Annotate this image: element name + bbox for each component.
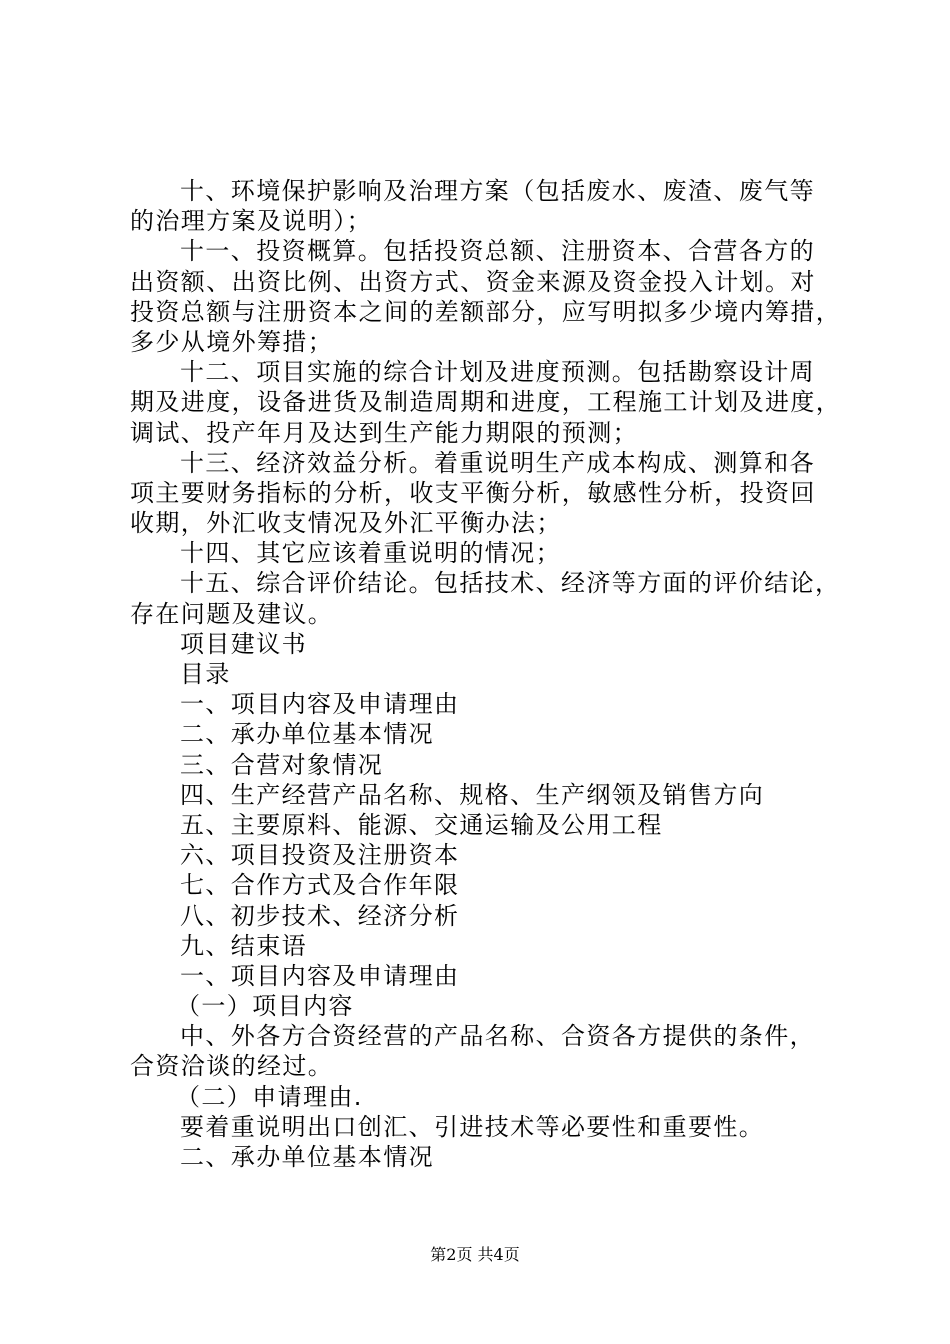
subsection-heading: （一）项目内容 bbox=[176, 992, 354, 1021]
text-line: 多少从境外筹措； bbox=[130, 327, 334, 356]
toc-item: 七、合作方式及合作年限 bbox=[180, 871, 460, 900]
text-line: 十三、经济效益分析。着重说明生产成本构成、测算和各 bbox=[180, 448, 815, 477]
text-line: 投资总额与注册资本之间的差额部分，应写明拟多少境内筹措， bbox=[130, 297, 842, 326]
text-line: 收期，外汇收支情况及外汇平衡办法； bbox=[130, 509, 562, 538]
toc-item: 二、承办单位基本情况 bbox=[180, 720, 434, 749]
text-line: 的治理方案及说明）； bbox=[130, 207, 372, 236]
text-line: 项主要财务指标的分析，收支平衡分析，敏感性分析，投资回 bbox=[130, 478, 816, 507]
toc-heading: 目录 bbox=[180, 660, 231, 688]
text-line: 出资额、出资比例、出资方式、资金来源及资金投入计划。对 bbox=[130, 267, 816, 296]
text-line: 十五、综合评价结论。包括技术、经济等方面的评价结论， bbox=[180, 569, 841, 598]
toc-item: 三、合营对象情况 bbox=[180, 750, 384, 779]
toc-item: 八、初步技术、经济分析 bbox=[180, 901, 460, 930]
text-line: 存在问题及建议。 bbox=[130, 599, 334, 628]
page-footer: 第2页 共4页 bbox=[430, 1245, 520, 1264]
text-line: 中、外各方合资经营的产品名称、合资各方提供的条件， bbox=[180, 1022, 815, 1051]
toc-item: 五、主要原料、能源、交通运输及公用工程 bbox=[180, 810, 663, 839]
toc-item: 四、生产经营产品名称、规格、生产纲领及销售方向 bbox=[180, 780, 765, 809]
section-heading: 二、承办单位基本情况 bbox=[180, 1143, 434, 1171]
section-heading: 一、项目内容及申请理由 bbox=[180, 961, 460, 990]
toc-item: 一、项目内容及申请理由 bbox=[180, 690, 460, 719]
text-line: 十四、其它应该着重说明的情况； bbox=[180, 539, 561, 568]
subsection-heading: （二）申请理由. bbox=[176, 1082, 363, 1111]
toc-item: 九、结束语 bbox=[180, 931, 307, 960]
text-line: 期及进度，设备进货及制造周期和进度，工程施工计划及进度， bbox=[130, 388, 842, 417]
text-line: 十一、投资概算。包括投资总额、注册资本、合营各方的 bbox=[180, 237, 815, 266]
document-body bbox=[130, 176, 850, 1172]
text-line: 调试、投产年月及达到生产能力期限的预测； bbox=[130, 418, 638, 447]
toc-item: 六、项目投资及注册资本 bbox=[180, 841, 460, 870]
text-line: 十二、项目实施的综合计划及进度预测。包括勘察设计周 bbox=[180, 358, 815, 387]
text-line: 十、环境保护影响及治理方案（包括废水、废渣、废气等 bbox=[180, 177, 815, 205]
text-line: 要着重说明出口创汇、引进技术等必要性和重要性。 bbox=[180, 1112, 765, 1141]
text-line: 合资洽谈的经过。 bbox=[130, 1052, 334, 1081]
section-heading: 项目建议书 bbox=[180, 629, 307, 658]
